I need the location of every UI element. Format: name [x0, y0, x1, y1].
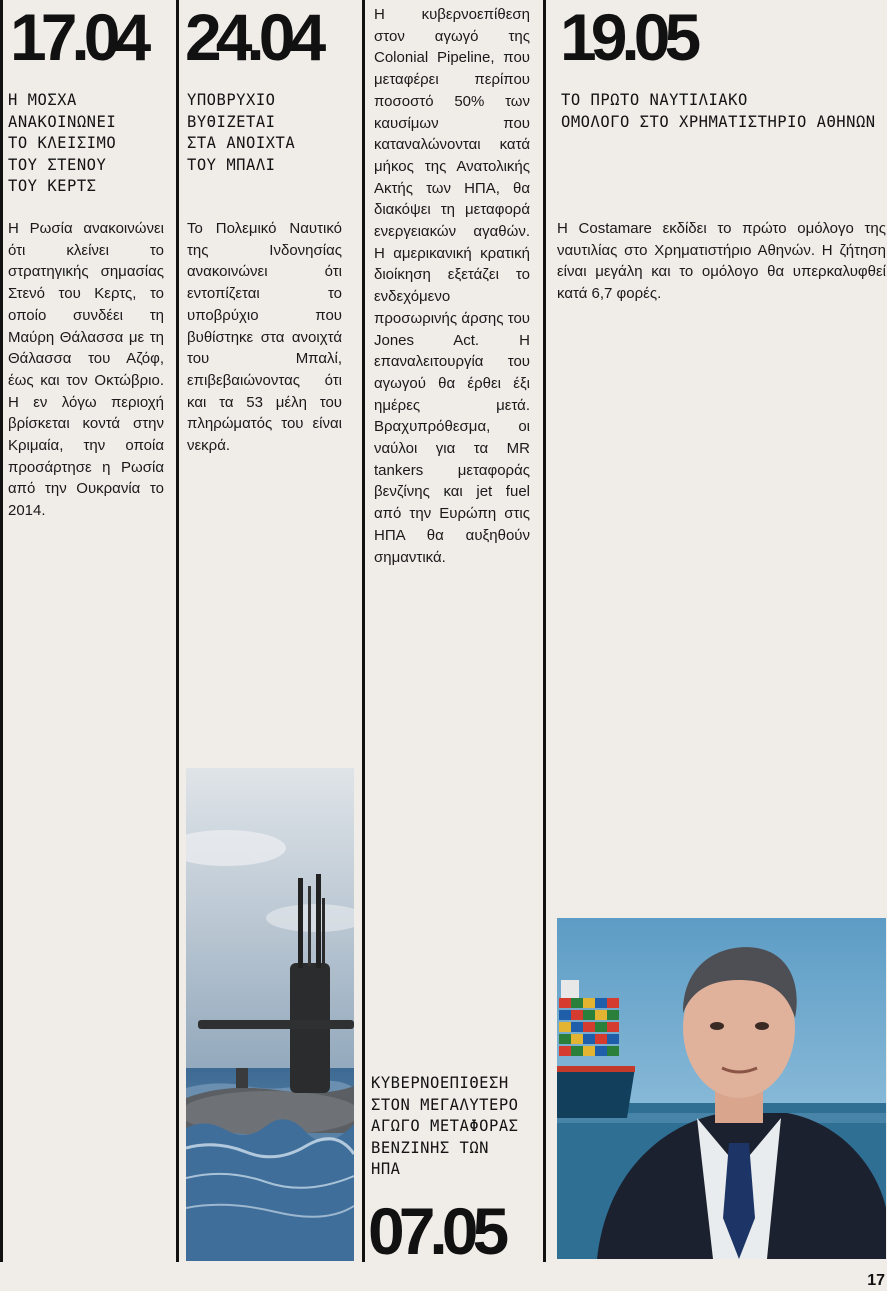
- column-divider-1: [0, 0, 3, 1262]
- portrait-illustration: [557, 918, 886, 1259]
- entry-body: Η κυβερνοεπίθεση στον αγωγό της Colonial Pipeline, που μεταφέρει περίπου ποσοστό 50% των καυσίμων που καταναλώνονται κατά μήκος της Ανατολικής Ακτής των ΗΠΑ, θα διακόψει τη μεταφορά ενεργειακών αγαθών. Η αμερικανική κρατική διοίκηση εξετάζει το ενδεχόμενο προσωρινής άρσης του Jones Act. Η επαναλειτουργία του αγωγού θα έρθει έξι ημέρες μετά. Βραχυπρόθεσμα, οι ναύλοι για τα MR tankers μεταφοράς βενζίνης και jet fuel από την Ευρώπη στις ΗΠΑ θα αυξηθούν σημαντικά.: [374, 6, 530, 566]
- entry-date: 24.04: [185, 0, 321, 74]
- submarine-illustration: [186, 768, 354, 1261]
- entry-body: Η Costamare εκδίδει το πρώτο ομόλογο της ναυτιλίας στο Χρηματιστήριο Αθηνών. Η ζήτηση είναι μεγάλη και το ομόλογο θα υπερκαλυφθεί κατά 6,7 φορές.: [557, 220, 886, 303]
- entry-headline: Η ΜΟΣΧΑ ΑΝΑΚΟΙΝΩΝΕΙ ΤΟ ΚΛΕΙΣΙΜΟ ΤΟΥ ΣΤΕΝΟΥ ΤΟΥ ΚΕΡΤΣ: [8, 91, 117, 195]
- entry-headline: ΥΠΟΒΡΥΧΙΟ ΒΥΘΙΖΕΤΑΙ ΣΤΑ ΑΝΟΙΧΤΑ ΤΟΥ ΜΠΑΛΙ: [187, 91, 296, 174]
- entry-date: 19.05: [560, 0, 696, 74]
- entry-headline: ΤΟ ΠΡΩΤΟ ΝΑΥΤΙΛΙΑΚΟ ΟΜΟΛΟΓΟ ΣΤΟ ΧΡΗΜΑΤΙΣΤΗΡΙΟ ΑΘΗΝΩΝ: [561, 91, 876, 131]
- entry-date: 17.04: [10, 0, 146, 74]
- entry-headline: ΚΥΒΕΡΝΟΕΠΙΘΕΣΗ ΣΤΟΝ ΜΕΓΑΛΥΤΕΡΟ ΑΓΩΓΟ ΜΕΤΑΦΟΡΑΣ ΒΕΝΖΙΝΗΣ ΤΩΝ ΗΠΑ: [371, 1074, 519, 1178]
- executive-portrait-photo: [557, 918, 886, 1259]
- entry-body: Η Ρωσία ανακοινώνει ότι κλείνει το στρατηγικής σημασίας Στενό του Κερτς, το οποίο συνδέει τη Μαύρη Θάλασσα με τη Θάλασσα του Αζόφ, έως και τον Οκτώβριο. Η εν λόγω περιοχή βρίσκεται κοντά στην Κριμαία, την οποία προσάρτησε η Ρωσία από την Ουκρανία το 2014.: [8, 220, 164, 520]
- page-number: 17: [867, 1272, 885, 1289]
- column-divider-4: [543, 0, 546, 1262]
- column-divider-2: [176, 0, 179, 1262]
- submarine-photo: [186, 768, 354, 1261]
- column-divider-3: [362, 0, 365, 1262]
- entry-body: Το Πολεμικό Ναυτικό της Ινδονησίας ανακοινώνει ότι εντοπίζεται το υποβρύχιο που βυθίστηκε στα ανοιχτά του Μπαλί, επιβεβαιώνοντας ότι και τα 53 μέλη του πληρώματός του είναι νεκρά.: [187, 220, 342, 455]
- entry-date: 07.05: [368, 1194, 504, 1268]
